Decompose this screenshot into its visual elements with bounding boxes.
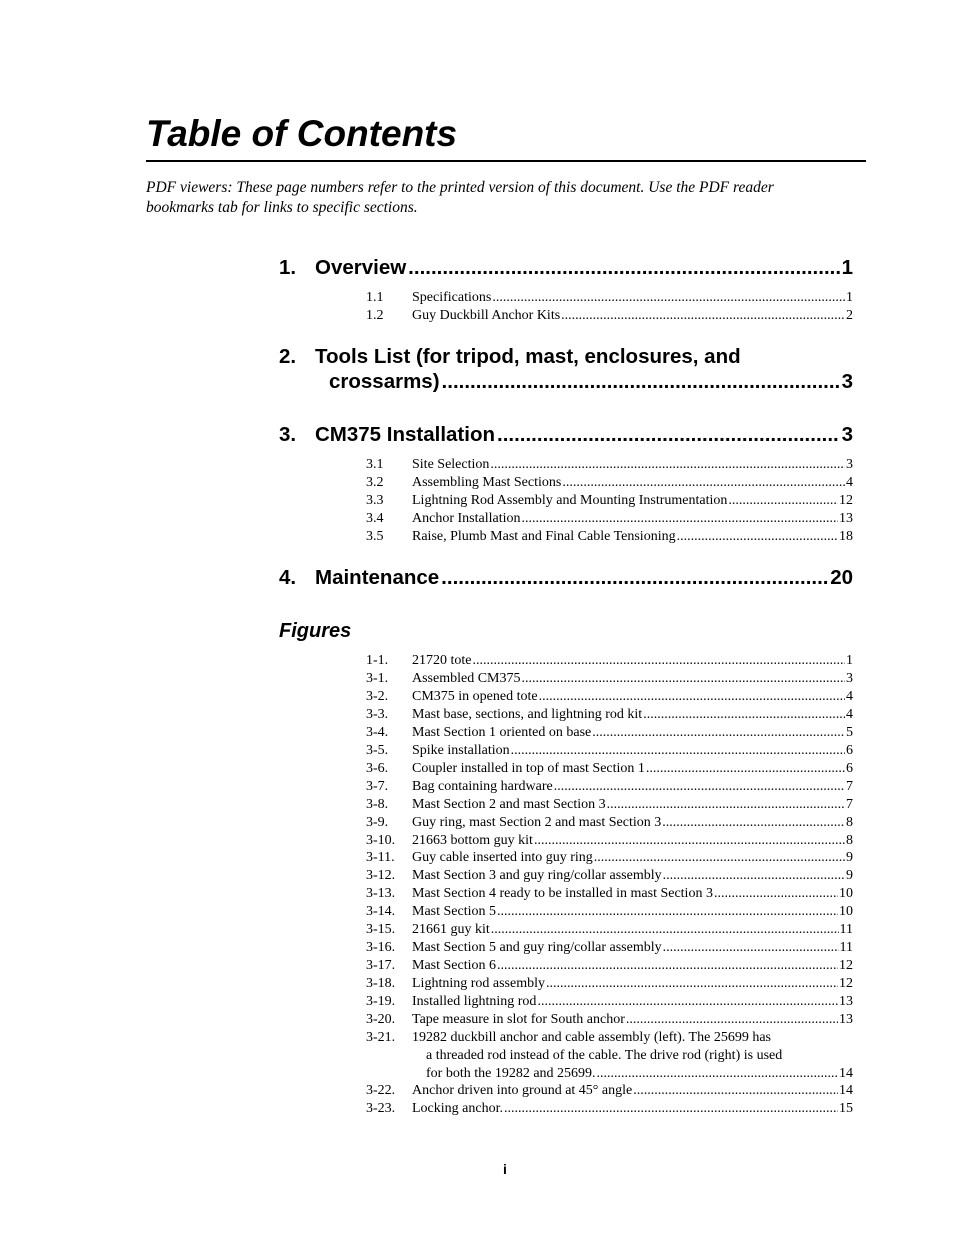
toc-section[interactable] [366,492,853,510]
figure-caption: 21661 guy kit [412,922,490,938]
toc-figure[interactable] [366,760,853,778]
figure-number: 3-3. [366,706,389,722]
toc-figure[interactable] [366,742,853,760]
figure-caption: Bag containing hardware [412,778,553,794]
figure-caption: Lightning rod assembly [412,976,545,992]
figure-caption: 21663 bottom guy kit [412,832,533,848]
figure-page: 15 [839,1101,853,1116]
figure-page: 8 [846,814,853,830]
toc-figure[interactable] [366,1100,853,1118]
figure-caption: Assembled CM375 [412,670,521,686]
toc-section[interactable] [366,510,853,528]
dot-leader [441,565,828,590]
figure-caption: Mast Section 4 ready to be installed in mast Section 3 [412,886,713,902]
figure-page: 13 [839,994,853,1010]
dot-leader [491,921,839,939]
dot-leader [626,1011,838,1029]
toc-section[interactable] [366,474,853,492]
toc-figure[interactable] [366,778,853,796]
figure-number: 3-22. [366,1083,396,1098]
figure-number: 3-9. [366,814,389,830]
toc-figure[interactable] [366,706,853,724]
chapter-page: 3 [841,370,853,393]
pdf-viewer-note: PDF viewers: These page numbers refer to the printed version of this document. Use the PDF reader bookmarks tab for links to specific sections. [146,179,774,216]
dot-leader [643,706,845,724]
dot-leader [714,885,838,903]
figure-number: 3-7. [366,778,389,794]
dot-leader [473,652,846,670]
toc-figure[interactable] [366,939,853,957]
toc-section[interactable] [366,528,853,546]
dot-leader [521,510,838,528]
figure-number: 1-1. [366,653,389,668]
figure-caption: Locking anchor. [412,1101,503,1116]
figure-page: 6 [846,742,853,758]
chapter-number: 1. [279,256,297,279]
dot-leader [522,670,846,688]
dot-leader [497,903,838,921]
figure-page: 11 [839,922,853,938]
figure-number: 3-17. [366,958,396,974]
figure-caption: Mast base, sections, and lightning rod kit [412,706,643,722]
figure-page: 4 [846,688,853,704]
figure-caption: Installed lightning rod [412,994,537,1010]
section-number: 3.2 [366,475,384,490]
dot-leader [490,456,845,474]
figure-caption-line1: 19282 duckbill anchor and cable assembly (left). The 25699 has [412,1030,771,1045]
figure-number: 3-8. [366,796,389,812]
figure-number: 3-18. [366,976,396,992]
toc-figure[interactable] [366,688,853,706]
figure-caption: Coupler installed in top of mast Section 1 [412,760,645,776]
toc-figure[interactable] [366,849,853,867]
toc-section[interactable] [366,289,853,307]
figure-caption: Mast Section 1 oriented on base [412,724,592,740]
dot-leader [677,528,838,546]
dot-leader [442,369,840,394]
section-page: 18 [839,529,853,544]
section-page: 4 [846,475,853,490]
toc-figure[interactable] [366,993,853,1011]
figure-number: 3-10. [366,832,396,848]
figure-caption-line3: for both the 19282 and 25699. [426,1066,596,1081]
chapter-page: 1 [841,256,853,279]
page-title: Table of Contents [146,108,866,162]
figure-number: 3-16. [366,940,396,956]
section-number: 3.5 [366,529,384,544]
toc-figure[interactable] [366,921,853,939]
figure-number: 3-15. [366,922,396,938]
figure-caption: Spike installation [412,742,510,758]
figure-number: 3-21. [366,1030,396,1045]
figure-page: 5 [846,724,853,740]
toc-figure[interactable] [366,796,853,814]
figure-page: 10 [839,886,853,902]
figures-heading: Figures [279,620,352,642]
section-page: 3 [846,457,853,472]
toc-figure[interactable] [366,670,853,688]
dot-leader [633,1082,838,1100]
section-number: 3.3 [366,493,384,508]
figure-caption: Mast Section 2 and mast Section 3 [412,796,606,812]
figure-page: 9 [846,850,853,866]
figure-caption: CM375 in opened tote [412,688,538,704]
figure-page: 7 [846,778,853,794]
figure-page: 12 [839,976,853,992]
section-page: 1 [846,290,853,305]
section-page: 2 [846,308,853,323]
figure-caption: Mast Section 3 and guy ring/collar assembly [412,868,662,884]
dot-leader [511,742,845,760]
figure-page: 13 [839,1012,853,1027]
toc-figure[interactable] [366,975,853,993]
figure-page: 14 [839,1083,853,1098]
figure-page: 8 [846,832,853,848]
figure-number: 3-20. [366,1012,396,1027]
chapter-title: Overview [315,256,407,279]
figure-number: 3-12. [366,868,396,884]
dot-leader [492,289,845,307]
toc-figure-3-21[interactable] [366,1029,853,1083]
section-title: Guy Duckbill Anchor Kits [412,308,561,323]
dot-leader [546,975,838,993]
dot-leader [663,867,845,885]
dot-leader [646,760,845,778]
toc-figure[interactable] [366,832,853,850]
chapter-title: Maintenance [315,566,440,589]
figure-page: 7 [846,796,853,812]
section-page: 12 [839,493,853,508]
chapter-number: 2. [279,345,297,368]
figure-number: 3-2. [366,688,389,704]
figure-caption: Tape measure in slot for South anchor [412,1012,625,1027]
figure-page: 6 [846,760,853,776]
figure-caption: Guy cable inserted into guy ring [412,850,593,866]
dot-leader [539,688,845,706]
dot-leader [497,957,838,975]
figure-number: 3-4. [366,724,389,740]
toc-chapter-2-line2[interactable] [329,369,853,394]
toc-figure[interactable] [366,957,853,975]
figure-number: 3-11. [366,850,395,866]
figure-page: 12 [839,958,853,974]
toc-figure[interactable] [366,1011,853,1029]
dot-leader [594,849,845,867]
toc-figure[interactable] [366,903,853,921]
figure-number: 3-1. [366,670,389,686]
figure-page: 10 [839,904,853,920]
figure-caption: 21720 tote [412,653,472,668]
figure-number: 3-13. [366,886,396,902]
section-title: Anchor Installation [412,511,521,526]
toc-chapter-2-line1[interactable] [279,344,853,369]
toc-section[interactable] [366,456,853,474]
toc-chapter-4[interactable] [279,565,853,590]
section-title: Site Selection [412,457,490,472]
dot-leader [562,474,845,492]
figure-number: 3-6. [366,760,389,776]
chapter-number: 4. [279,566,297,589]
toc-figure[interactable] [366,652,853,670]
chapter-title: CM375 Installation [315,423,495,446]
section-page: 13 [839,511,853,526]
figure-page: 4 [846,706,853,722]
chapter-page: 20 [830,566,853,589]
toc-chapter-3[interactable] [279,422,853,447]
figure-page: 14 [839,1066,853,1081]
figure-page: 1 [846,653,853,668]
dot-leader [663,939,839,957]
dot-leader [607,796,845,814]
section-number: 3.1 [366,457,384,472]
figure-caption: Guy ring, mast Section 2 and mast Section 3 [412,814,662,830]
figure-page: 9 [846,868,853,884]
figure-caption-line2: a threaded rod instead of the cable. The drive rod (right) is used [426,1048,783,1063]
figure-caption: Mast Section 5 and guy ring/collar assembly [412,940,662,956]
figure-page: 3 [846,670,853,686]
dot-leader [537,993,838,1011]
figure-caption: Anchor driven into ground at 45° angle [412,1083,633,1098]
chapter-page: 3 [841,423,853,446]
section-number: 1.2 [366,308,384,323]
dot-leader [504,1100,838,1118]
figure-caption: Mast Section 6 [412,958,496,974]
section-title: Raise, Plumb Mast and Final Cable Tensioning [412,529,676,544]
dot-leader [662,814,845,832]
chapter-title: crossarms) [329,370,440,393]
section-title: Lightning Rod Assembly and Mounting Instrumentation [412,493,728,508]
toc-figure[interactable] [366,724,853,742]
dot-leader [728,492,838,510]
figure-number: 3-19. [366,994,396,1010]
dot-leader [408,255,839,280]
section-number: 1.1 [366,290,384,305]
figure-number: 3-23. [366,1101,396,1116]
dot-leader [561,307,845,325]
dot-leader [554,778,845,796]
page-number: i [503,1161,507,1177]
dot-leader [534,832,845,850]
toc-figure[interactable] [366,885,853,903]
section-title: Assembling Mast Sections [412,475,562,490]
figure-caption: Mast Section 5 [412,904,496,920]
toc-figure[interactable] [366,814,853,832]
figure-number: 3-5. [366,742,389,758]
toc-chapter-1[interactable] [279,255,853,280]
toc-section[interactable] [366,307,853,325]
dot-leader [597,1065,838,1083]
toc-figure[interactable] [366,1082,853,1100]
dot-leader [497,422,840,447]
chapter-number: 3. [279,423,297,446]
dot-leader [592,724,845,742]
chapter-title-line1: Tools List (for tripod, mast, enclosures, and [315,345,741,368]
figure-page: 11 [839,940,853,956]
section-number: 3.4 [366,511,384,526]
toc-figure[interactable] [366,867,853,885]
figure-number: 3-14. [366,904,396,920]
section-title: Specifications [412,290,492,305]
